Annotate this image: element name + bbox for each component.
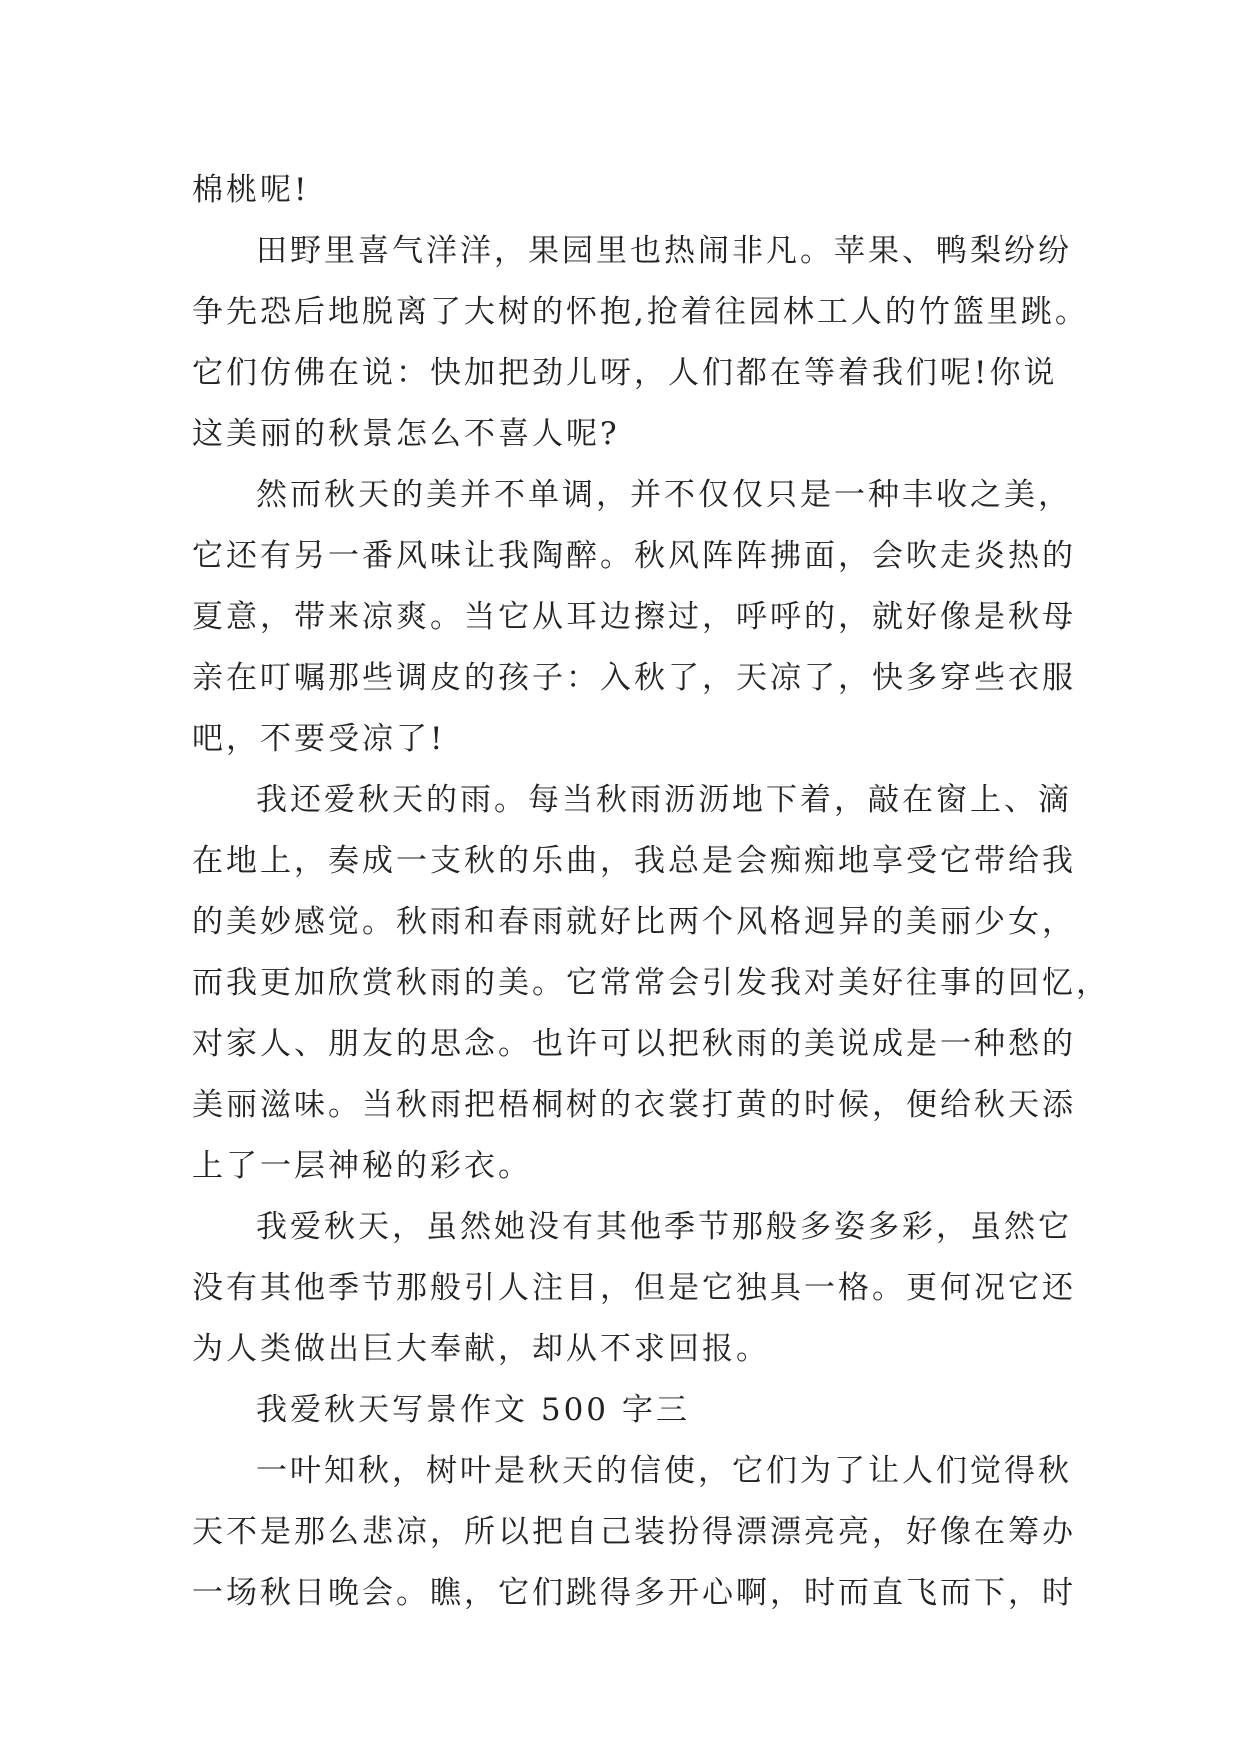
- text-line: 它们仿佛在说：快加把劲儿呀，人们都在等着我们呢!你说: [192, 355, 1058, 391]
- text-line: 一叶知秋，树叶是秋天的信使，它们为了让人们觉得秋: [256, 1453, 1072, 1489]
- text-line: 田野里喜气洋洋，果园里也热闹非凡。苹果、鸭梨纷纷: [256, 233, 1072, 269]
- section-heading: 我爱秋天写景作文 500 字三: [256, 1392, 690, 1428]
- text-line: 争先恐后地脱离了大树的怀抱,抢着往园林工人的竹篮里跳。: [192, 294, 1089, 330]
- text-line: 我还爱秋天的雨。每当秋雨沥沥地下着，敲在窗上、滴: [256, 782, 1072, 818]
- text-line: 吧，不要受凉了!: [192, 721, 446, 757]
- text-line: 我爱秋天，虽然她没有其他季节那般多姿多彩，虽然它: [256, 1209, 1072, 1245]
- text-line: 为人类做出巨大奉献，却从不求回报。: [192, 1331, 770, 1367]
- text-line: 棉桃呢!: [192, 172, 310, 208]
- text-line: 亲在叮嘱那些调皮的孩子：入秋了，天凉了，快多穿些衣服: [192, 660, 1076, 696]
- text-line: 的美妙感觉。秋雨和春雨就好比两个风格迥异的美丽少女，: [192, 904, 1076, 940]
- text-line: 而我更加欣赏秋雨的美。它常常会引发我对美好往事的回忆，: [192, 965, 1110, 1001]
- text-line: 这美丽的秋景怎么不喜人呢?: [192, 416, 620, 452]
- text-line: 它还有另一番风味让我陶醉。秋风阵阵拂面，会吹走炎热的: [192, 538, 1076, 574]
- text-line: 天不是那么悲凉，所以把自己装扮得漂漂亮亮，好像在筹办: [192, 1514, 1076, 1550]
- body-text: [192, 160, 1110, 1624]
- text-line: 美丽滋味。当秋雨把梧桐树的衣裳打黄的时候，便给秋天添: [192, 1087, 1076, 1123]
- text-line: 夏意，带来凉爽。当它从耳边擦过，呼呼的，就好像是秋母: [192, 599, 1076, 635]
- text-line: 一场秋日晚会。瞧，它们跳得多开心啊，时而直飞而下，时: [192, 1575, 1076, 1611]
- text-line: 然而秋天的美并不单调，并不仅仅只是一种丰收之美，: [256, 477, 1072, 513]
- text-line: 上了一层神秘的彩衣。: [192, 1148, 532, 1184]
- text-line: 对家人、朋友的思念。也许可以把秋雨的美说成是一种愁的: [192, 1026, 1076, 1062]
- text-line: 在地上，奏成一支秋的乐曲，我总是会痴痴地享受它带给我: [192, 843, 1076, 879]
- text-line: 没有其他季节那般引人注目，但是它独具一格。更何况它还: [192, 1270, 1076, 1306]
